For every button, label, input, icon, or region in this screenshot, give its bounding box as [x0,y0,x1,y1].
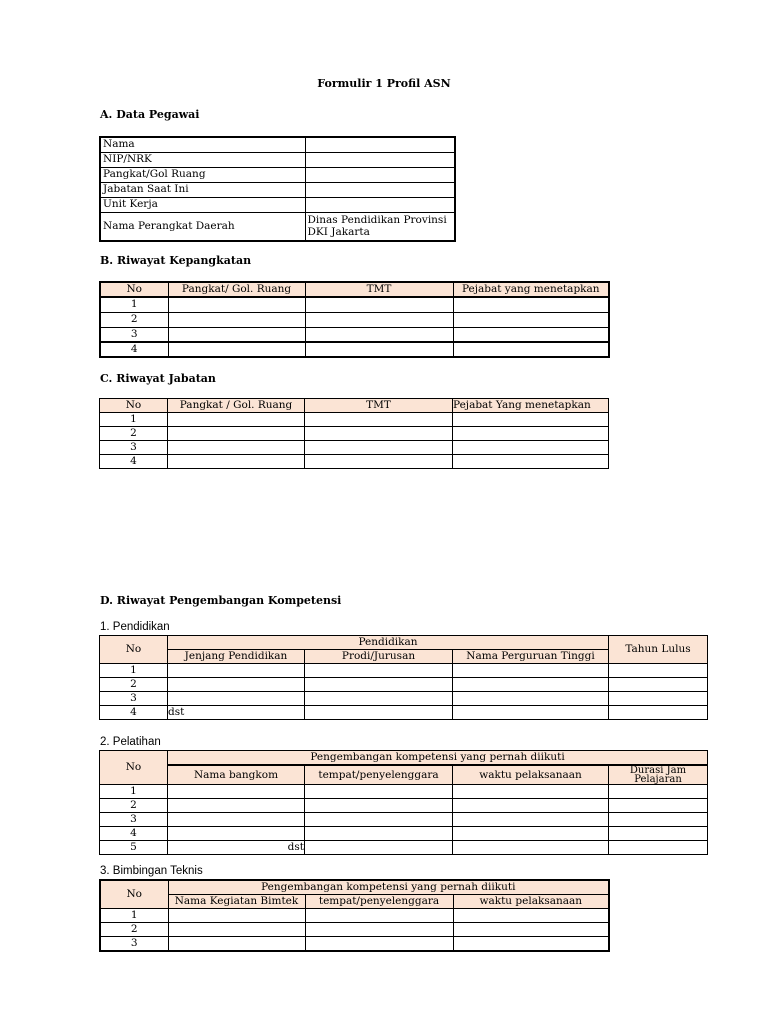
cell[interactable] [305,312,453,327]
row-number: 4 [100,342,168,357]
cell[interactable] [305,664,453,678]
cell[interactable] [305,799,453,813]
cell[interactable] [305,297,453,312]
cell[interactable] [305,827,453,841]
field-value[interactable] [305,152,455,167]
cell[interactable] [168,785,305,799]
table-row [100,909,609,923]
cell[interactable] [453,342,609,357]
column-header: Pejabat Yang menetapkan [453,399,609,413]
section-a-heading: A. Data Pegawai [100,108,200,121]
row-number: 1 [100,909,168,923]
cell[interactable] [453,413,609,427]
cell[interactable] [168,312,305,327]
data-pegawai-table [99,136,456,242]
header-row [100,751,708,766]
row-number: 2 [100,923,168,937]
cell[interactable] [305,441,453,455]
table-row [100,197,455,212]
cell[interactable] [453,427,609,441]
table-row [100,167,455,182]
row-number: 4 [100,455,168,469]
table-row [100,827,708,841]
bimtek-table [99,879,610,952]
cell[interactable] [453,664,609,678]
section-d-heading: D. Riwayat Pengembangan Kompetensi [100,594,342,607]
row-number: 4 [100,827,168,841]
cell[interactable] [168,441,305,455]
field-value[interactable]: Dinas Pendidikan Provinsi DKI Jakarta [305,212,455,241]
pendidikan-table [99,635,708,720]
table-row [100,152,455,167]
header-row [100,399,609,413]
table-row [100,841,708,855]
cell[interactable] [609,678,708,692]
cell[interactable] [305,841,453,855]
cell[interactable] [168,799,305,813]
table-row [100,664,708,678]
table-row [100,923,609,937]
row-number: 1 [100,413,168,427]
column-header: Nama Kegiatan Bimtek [168,895,305,909]
row-number: 3 [100,937,168,952]
header-row [100,765,708,785]
table-row [100,137,455,152]
cell[interactable] [168,923,305,937]
cell[interactable] [168,342,305,357]
table-row [100,692,708,706]
row-number: 1 [100,785,168,799]
cell[interactable] [609,692,708,706]
table-row [100,678,708,692]
cell[interactable] [453,327,609,342]
field-value[interactable] [305,182,455,197]
cell[interactable] [168,678,305,692]
table-row [100,182,455,197]
column-header-no: No [100,880,168,909]
table-row [100,413,609,427]
field-value[interactable] [305,167,455,182]
column-header: Pangkat / Gol. Ruang [168,399,305,413]
cell[interactable] [453,909,609,923]
cell[interactable] [168,413,305,427]
cell[interactable] [609,813,708,827]
pendidikan-subheading: 1. Pendidikan [100,621,170,633]
field-label: Unit Kerja [100,197,305,212]
cell[interactable] [168,937,305,952]
column-header: Jenjang Pendidikan [168,650,305,664]
cell[interactable] [305,413,453,427]
field-value[interactable] [305,137,455,152]
table-row [100,785,708,799]
row-number: 2 [100,312,168,327]
cell[interactable] [305,706,453,720]
field-value[interactable] [305,197,455,212]
column-header-no: No [100,636,168,664]
cell[interactable] [609,706,708,720]
row-number: 3 [100,441,168,455]
dst-cell: dst [168,706,305,720]
cell[interactable] [305,678,453,692]
cell[interactable] [609,841,708,855]
table-row [100,312,609,327]
column-header: Nama bangkom [168,765,305,785]
column-header: waktu pelaksanaan [453,765,609,785]
group-header: Pengembangan kompetensi yang pernah diikuti [168,751,708,766]
group-header: Pengembangan kompetensi yang pernah diikuti [168,880,609,895]
field-label: Pangkat/Gol Ruang [100,167,305,182]
cell[interactable] [168,692,305,706]
table-row [100,937,609,952]
cell[interactable] [168,664,305,678]
header-row [100,282,609,297]
pelatihan-table [99,750,708,855]
field-label: NIP/NRK [100,152,305,167]
section-c-heading: C. Riwayat Jabatan [100,372,216,385]
cell[interactable] [305,692,453,706]
table-row [100,813,708,827]
cell[interactable] [609,785,708,799]
cell[interactable] [305,455,453,469]
row-number: 2 [100,678,168,692]
column-header: tempat/penyelenggara [305,895,453,909]
cell[interactable] [305,937,453,952]
table-row [100,427,609,441]
row-number: 1 [100,664,168,678]
table-row [100,799,708,813]
cell[interactable] [453,785,609,799]
header-row [100,895,609,909]
row-number: 2 [100,427,168,441]
table-row [100,455,609,469]
riwayat-kepangkatan-table [99,281,610,358]
cell[interactable] [168,327,305,342]
group-header: Pendidikan [168,636,609,650]
cell[interactable] [609,827,708,841]
cell[interactable] [609,664,708,678]
form-title: Formulir 1 Profil ASN [317,77,451,90]
column-header: TMT [305,399,453,413]
column-header-no: No [100,751,168,785]
column-header: tempat/penyelenggara [305,765,453,785]
cell[interactable] [453,297,609,312]
column-header-tahun-lulus: Tahun Lulus [609,636,708,664]
cell[interactable] [453,441,609,455]
cell[interactable] [453,827,609,841]
cell[interactable] [168,813,305,827]
column-header: TMT [305,282,453,297]
section-b-heading: B. Riwayat Kepangkatan [100,254,252,267]
table-row [100,212,455,241]
row-number: 3 [100,327,168,342]
row-number: 2 [100,799,168,813]
table-row [100,441,609,455]
cell[interactable] [305,785,453,799]
riwayat-jabatan-table [99,398,609,469]
cell[interactable] [453,799,609,813]
cell[interactable] [453,692,609,706]
column-header: No [100,282,168,297]
cell[interactable] [168,297,305,312]
cell[interactable] [305,327,453,342]
cell[interactable] [168,827,305,841]
cell[interactable] [453,706,609,720]
cell[interactable] [305,923,453,937]
cell[interactable] [305,909,453,923]
column-header: waktu pelaksanaan [453,895,609,909]
cell[interactable] [609,799,708,813]
cell[interactable] [453,841,609,855]
cell[interactable] [453,937,609,952]
field-label: Nama Perangkat Daerah [100,212,305,241]
row-number: 1 [100,297,168,312]
cell[interactable] [453,813,609,827]
table-row [100,706,708,720]
table-row [100,297,609,312]
row-number: 5 [100,841,168,855]
field-label: Nama [100,137,305,152]
dst-cell: dst [168,841,305,855]
cell[interactable] [453,923,609,937]
bimtek-subheading: 3. Bimbingan Teknis [100,865,203,877]
cell[interactable] [305,342,453,357]
row-number: 3 [100,692,168,706]
column-header: No [100,399,168,413]
cell[interactable] [305,427,453,441]
column-header: Pejabat yang menetapkan [453,282,609,297]
field-label: Jabatan Saat Ini [100,182,305,197]
column-header: Prodi/Jurusan [305,650,453,664]
header-row [100,880,609,895]
header-row [100,636,708,650]
table-row [100,342,609,357]
cell[interactable] [168,455,305,469]
table-row [100,327,609,342]
cell[interactable] [305,813,453,827]
cell[interactable] [168,909,305,923]
cell[interactable] [453,678,609,692]
row-number: 4 [100,706,168,720]
cell[interactable] [168,427,305,441]
pelatihan-subheading: 2. Pelatihan [100,736,161,748]
row-number: 3 [100,813,168,827]
column-header: Nama Perguruan Tinggi [453,650,609,664]
cell[interactable] [453,312,609,327]
column-header-durasi: Durasi Jam Pelajaran [609,765,708,785]
cell[interactable] [453,455,609,469]
column-header: Pangkat/ Gol. Ruang [168,282,305,297]
